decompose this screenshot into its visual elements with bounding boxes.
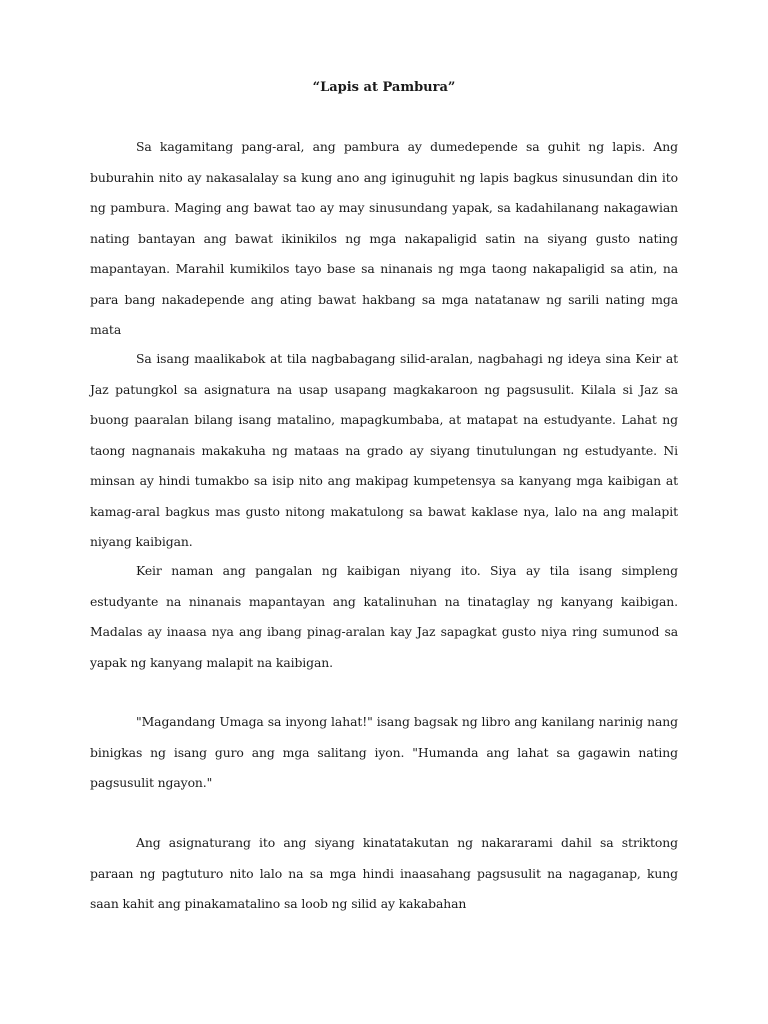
document-title: “Lapis at Pambura” [312, 80, 456, 95]
paragraph-2: Sa isang maalikabok at tila nagbabagang silid-aralan, nagbahagi ng ideya sina Keir at Jaz patungkol sa asignatura na usap usapang magkakaroon ng pagsusulit. Kilala si Jaz sa buong paaralan bilang isang matalino, mapagkumbaba, at matapat na estudyante. Lahat ng taong nagnanais makakuha ng mataas na grado ay siyang tinutulungan ng estudyante. Ni minsan ay hindi tumakbo sa isip nito ang makipag kumpetensya sa kanyang mga kaibigan at kamag-aral bagkus mas gusto nitong makatulong sa bawat kaklase nya, lalo na ang malapit niyang kaibigan. [90, 351, 678, 549]
paragraph-4: "Magandang Umaga sa inyong lahat!" isang bagsak ng libro ang kanilang narinig nang binigkas ng isang guro ang mga salitang iyon. "Humanda ang lahat sa gagawin nating pagsusulit ngayon." [90, 714, 678, 790]
paragraph-1: Sa kagamitang pang-aral, ang pambura ay dumedepende sa guhit ng lapis. Ang buburahin nito ay nakasalalay sa kung ano ang iginuguhit ng lapis bagkus sinusundan din ito ng pambura. Maging ang bawat tao ay may sinusundang yapak, sa kadahilanang nakagawian nating bantayan ang bawat ikinikilos ng mga nakapaligid satin na siyang gusto nating mapantayan. Marahil kumikilos tayo base sa ninanais ng mga taong nakapaligid sa atin, na para bang nakadepende ang ating bawat hakbang sa mga natatanaw ng sarili nating mga mata [90, 139, 678, 337]
paragraph-3: Keir naman ang pangalan ng kaibigan niyang ito. Siya ay tila isang simpleng estudyante na ninanais mapantayan ang katalinuhan na tinataglay ng kanyang kaibigan. Madalas ay inaasa nya ang ibang pinag-aralan kay Jaz sapagkat gusto niya ring sumunod sa yapak ng kanyang malapit na kaibigan. [90, 563, 678, 670]
paragraph-5: Ang asignaturang ito ang siyang kinatatakutan ng nakararami dahil sa striktong paraan ng pagtuturo nito lalo na sa mga hindi inaasahang pagsusulit na nagaganap, kung saan kahit ang pinakamatalino sa loob ng silid ay kakabahan [90, 835, 678, 911]
